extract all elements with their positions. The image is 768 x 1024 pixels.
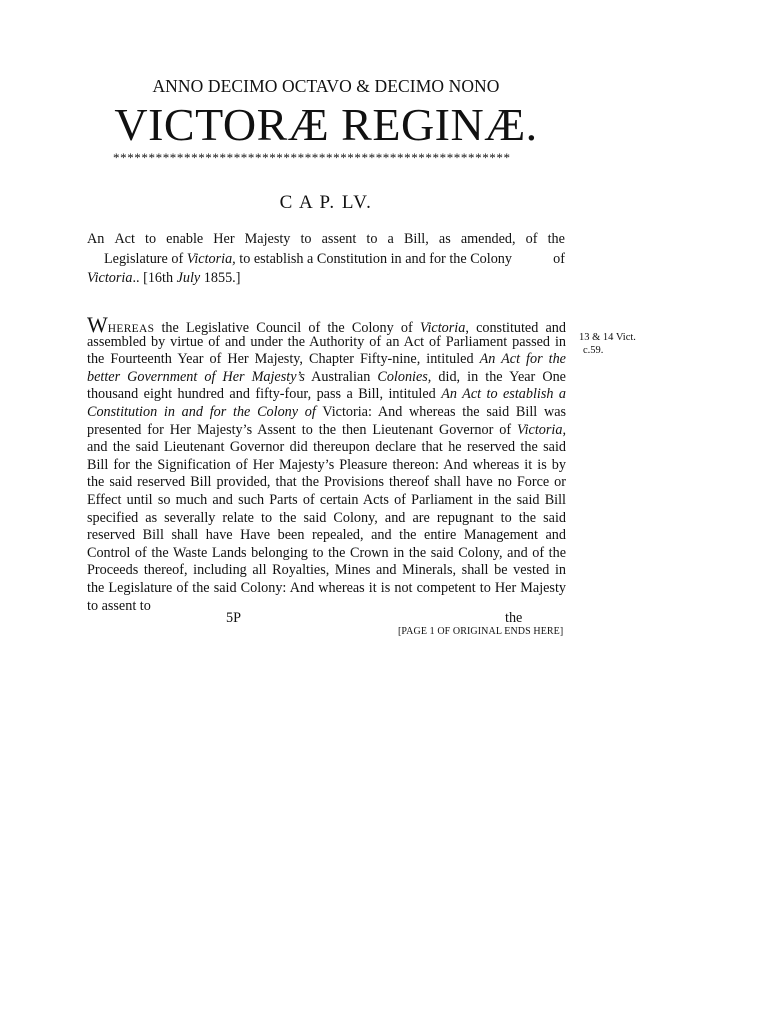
long-title-date: .. [16th [132, 270, 177, 286]
long-title-word: as [438, 231, 451, 247]
body-italic: Victoria, [517, 421, 566, 438]
body-line [87, 351, 566, 369]
preamble-body [87, 312, 567, 615]
body-fragment: did, in the Year One [431, 368, 566, 385]
chapter-number: C A P. LV. [279, 192, 373, 213]
long-title-word: of [525, 231, 538, 247]
body-line: to assent to [87, 597, 151, 614]
body-fragment: the Fourteenth Year of Her Majesty, Chapter Fifty-nine, intituled [87, 351, 480, 368]
body-italic: An Act for the [479, 351, 566, 368]
long-title-month: July [176, 270, 201, 286]
body-fragment: , constituted and [465, 320, 566, 336]
body-line: specified as severally relate to the said Colony, and are repugnant to the said [87, 509, 566, 526]
marginal-citation-line-1: 13 & 14 Vict. [579, 332, 636, 343]
long-title-word: to [145, 231, 157, 247]
body-line: the said reserved Bill provided, that the Provisions thereof shall have no Force or [87, 474, 566, 491]
body-fragment: thousand eight hundred and fifty-four, pass a Bill, intituled [87, 386, 442, 403]
long-title-line-2 [87, 250, 565, 270]
whereas-smallcaps: HEREAS [107, 323, 155, 335]
long-title-word: Her [213, 231, 235, 247]
asterisk-divider: ******************************************************** [113, 151, 511, 165]
long-title-line-2-text [104, 250, 512, 270]
long-title-fragment: to establish a Constitution in and for the Colony [235, 250, 512, 267]
long-title-line-3 [87, 269, 565, 289]
long-title-word: Act [114, 231, 135, 247]
body-line: reserved Bill shall have Have been repealed, and the entire Management and [87, 527, 566, 544]
body-italic: Colonies, [377, 368, 432, 385]
body-line: Bill for the Signification of Her Majesty’s Pleasure thereon: And whereas it is by [87, 456, 566, 473]
body-line: and the said Lieutenant Governor did thereupon declare that he reserved the said [87, 439, 566, 456]
long-title-fragment: Legislature of [104, 250, 187, 267]
body-italic: Constitution in and for the Colony of [87, 403, 316, 420]
long-title-word: to [300, 231, 312, 247]
long-title-word: enable [166, 231, 204, 247]
drop-cap: W [87, 312, 108, 337]
long-title-word: assent [321, 231, 357, 247]
page-end-note: [PAGE 1 OF ORIGINAL ENDS HERE] [398, 626, 564, 637]
long-title-word: amended, [460, 231, 516, 247]
long-title-line-1 [87, 230, 565, 250]
body-line: Control of the Waste Lands belonging to the Crown in the said Colony, and of the [87, 544, 566, 561]
long-title-word: An [87, 231, 105, 247]
body-italic: An Act to establish a [441, 386, 566, 403]
body-line [87, 422, 566, 440]
body-fragment: the Legislative Council of the Colony of [154, 320, 420, 336]
body-line [87, 386, 566, 404]
body-line: the Legislature of the said Colony: And whereas it is not competent to Her Majesty [87, 579, 566, 596]
body-italic: better Government of Her Majesty’s [87, 368, 305, 385]
body-line: Effect until so much and such Parts of certain Acts of Parliament in the said Bill [87, 491, 566, 508]
long-title-of: of [553, 250, 565, 267]
body-line [87, 404, 566, 422]
body-fragment: Victoria: And whereas the said Bill was [315, 403, 567, 420]
body-italic: Victoria [419, 320, 466, 336]
marginal-citation-line-2: c.59. [583, 344, 604, 356]
long-title-year: 1855.] [200, 270, 241, 286]
body-line: assembled by virtue of and under the Authority of an Act of Parliament passed in [87, 333, 566, 350]
regnal-year-heading: ANNO DECIMO OCTAVO & DECIMO NONO [152, 76, 500, 96]
long-title-word: Majesty [244, 231, 291, 247]
long-title-victoria: Victoria, [186, 250, 236, 267]
long-title-word: Bill, [403, 231, 429, 247]
act-long-title [87, 230, 565, 289]
document-title: VICTORÆ REGINÆ. [114, 99, 538, 150]
long-title-word: to [366, 231, 378, 247]
body-line [87, 312, 566, 337]
long-title-word: the [547, 231, 565, 247]
catchword: the [505, 610, 523, 626]
long-title-word: a [387, 231, 394, 247]
body-line: Proceeds thereof, including all Royalties, Mines and Minerals, shall be vested in [87, 562, 566, 579]
body-fragment: Australian [304, 368, 378, 385]
body-line [87, 369, 566, 387]
long-title-victoria: Victoria [87, 270, 133, 286]
body-fragment: presented for Her Majesty’s Assent to the then Lieutenant Governor of [87, 421, 517, 438]
printer-signature-mark: 5P [226, 610, 241, 626]
marginal-citation [579, 332, 659, 357]
